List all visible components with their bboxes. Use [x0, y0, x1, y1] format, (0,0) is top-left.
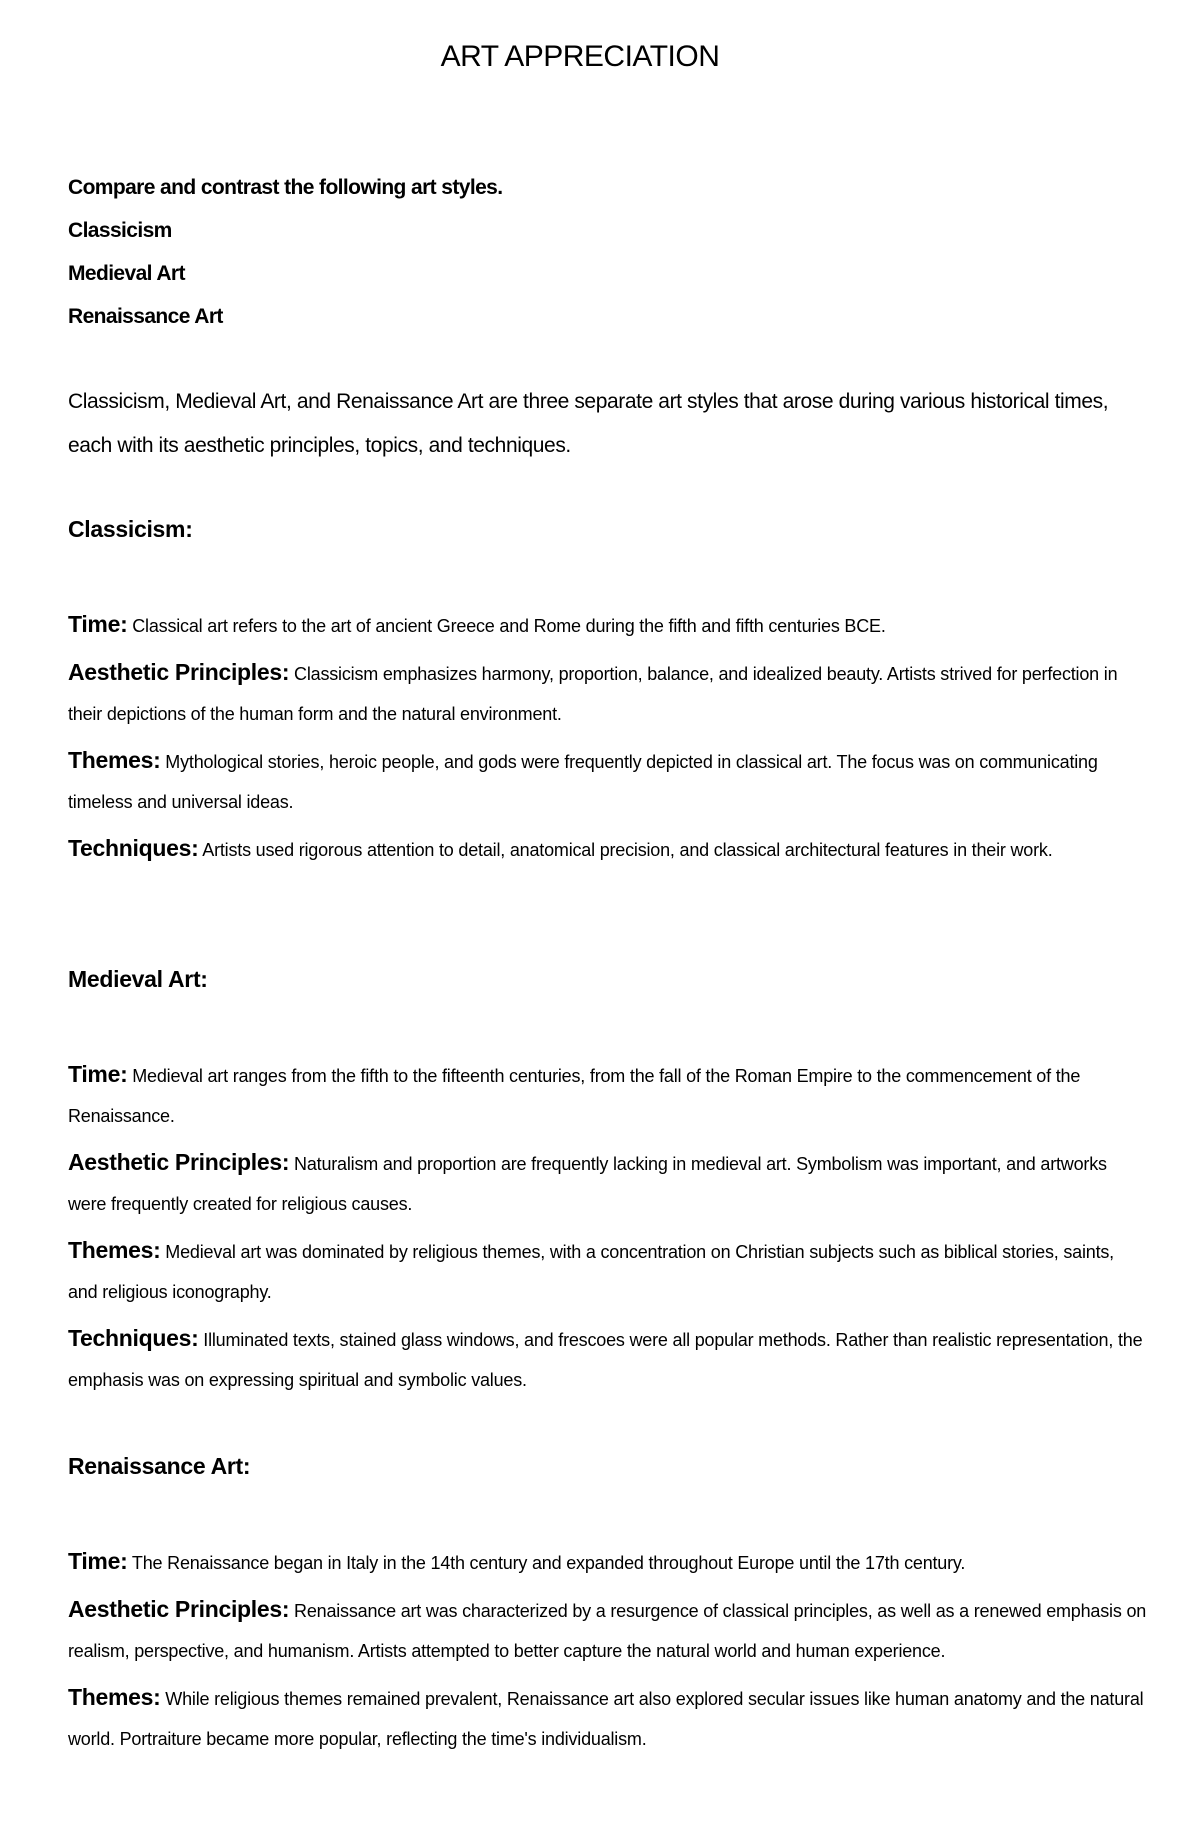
entry-text: Classicism emphasizes harmony, proportion, balance, and idealized beauty. Artists strived for perfection in their depictions of the human form and the natural environment. [68, 664, 1118, 724]
entry-label: Techniques: [68, 1325, 199, 1351]
entry-label: Time: [68, 611, 128, 637]
entry-time [68, 1054, 1148, 1136]
entry-label: Techniques: [68, 835, 199, 861]
entry-text: Naturalism and proportion are frequently lacking in medieval art. Symbolism was important, and artworks were frequently created for religious causes. [68, 1154, 1107, 1214]
intro-style-renaissance: Renaissance Art [68, 305, 223, 328]
document-title: ART APPRECIATION [440, 40, 720, 73]
entry-label: Aesthetic Principles: [68, 659, 290, 685]
entry-themes [68, 1677, 1148, 1759]
entry-text: Classical art refers to the art of ancient Greece and Rome during the fifth and fifth centuries BCE. [132, 616, 886, 636]
entry-label: Themes: [68, 747, 161, 773]
intro-style-classicism: Classicism [68, 219, 172, 242]
entry-label: Themes: [68, 1237, 161, 1263]
section-medieval-art [68, 964, 1148, 1406]
entry-themes [68, 1230, 1148, 1312]
entry-text: Medieval art ranges from the fifth to the fifteenth centuries, from the fall of the Roman Empire to the commencement of the Renaissance. [68, 1066, 1081, 1126]
entry-text: Artists used rigorous attention to detail, anatomical precision, and classical architectural features in their work. [202, 840, 1053, 860]
entry-text: The Renaissance began in Italy in the 14th century and expanded throughout Europe until the 17th century. [131, 1553, 966, 1573]
entry-text: Mythological stories, heroic people, and gods were frequently depicted in classical art. The focus was on communicating timeless and universal ideas. [68, 752, 1098, 812]
entry-techniques [68, 1318, 1148, 1400]
entry-aesthetic-principles [68, 1142, 1148, 1224]
entry-text: Illuminated texts, stained glass windows, and frescoes were all popular methods. Rather than realistic representation, the emphasis was on expressing spiritual and symbolic values. [68, 1330, 1143, 1390]
entry-time [68, 1541, 1148, 1583]
entry-text: Renaissance art was characterized by a resurgence of classical principles, as well as a renewed emphasis on realism, perspective, and humanism. Artists attempted to better capture the natural world and human experience. [68, 1601, 1147, 1661]
entry-label: Aesthetic Principles: [68, 1149, 290, 1175]
intro-block [68, 166, 1148, 338]
entry-themes [68, 740, 1148, 822]
entry-label: Aesthetic Principles: [68, 1596, 290, 1622]
entry-aesthetic-principles [68, 1589, 1148, 1671]
section-heading: Renaissance Art: [68, 1453, 251, 1479]
section-heading: Classicism: [68, 516, 193, 542]
entry-aesthetic-principles [68, 652, 1148, 734]
section-heading: Medieval Art: [68, 966, 208, 992]
intro-style-medieval: Medieval Art [68, 262, 185, 285]
intro-prompt: Compare and contrast the following art styles. [68, 176, 503, 199]
entry-text: While religious themes remained prevalent, Renaissance art also explored secular issues like human anatomy and the natural world. Portraiture became more popular, reflecting the time's individualism. [68, 1689, 1144, 1749]
summary-paragraph: Classicism, Medieval Art, and Renaissance Art are three separate art styles that arose during various historical times, each with its aesthetic principles, topics, and techniques. [68, 390, 1109, 457]
entry-label: Time: [68, 1061, 128, 1087]
entry-label: Themes: [68, 1684, 161, 1710]
entry-time [68, 604, 1148, 646]
section-renaissance-art [68, 1451, 1148, 1765]
entry-text: Medieval art was dominated by religious themes, with a concentration on Christian subjects such as biblical stories, saints, and religious iconography. [68, 1242, 1114, 1302]
entry-label: Time: [68, 1548, 128, 1574]
section-classicism [68, 514, 1148, 876]
entry-techniques [68, 828, 1148, 870]
